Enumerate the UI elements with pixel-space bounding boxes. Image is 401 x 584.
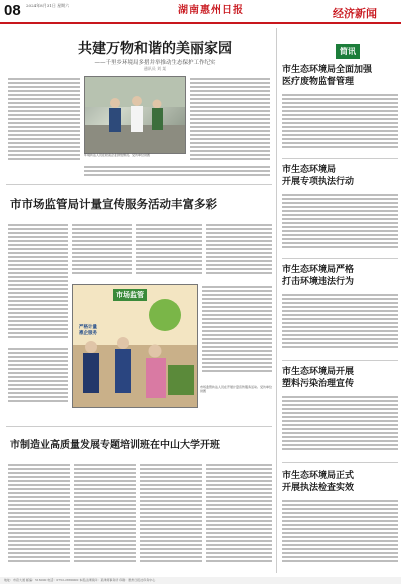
sidebar-divider	[276, 28, 277, 573]
market-text-col-4	[206, 222, 272, 278]
sidebar-item-3-title: 市生态环境局严格 打击环境违法行为	[282, 265, 355, 287]
page-footer: 地址：市府大道 邮编：516000 电话：0752-2880000 本报法律顾问：某律师事务所 印刷：惠州日报社印务中心	[0, 577, 401, 584]
market-text-col-1b	[8, 346, 68, 406]
sidebar-item-5-title: 市生态环境局正式 开展执法检查实效	[282, 471, 355, 493]
main-text-col-2	[190, 76, 270, 162]
sidebar-item-5-text	[282, 498, 398, 568]
market-photo	[72, 284, 198, 408]
masthead: 湖南惠州日报	[178, 5, 244, 16]
sidebar-item-4-text	[282, 394, 398, 454]
bottom-sep	[6, 426, 272, 427]
sidebar-item-2-title: 市生态环境局 开展专项执法行动	[282, 165, 355, 187]
bottom-headline: 市制造业高质量发展专题培训班在中山大学开班	[10, 440, 220, 451]
bottom-text-col-3	[140, 462, 202, 572]
main-photo-caption: 环境执法人员在检查企业排放情况。受访单位供图	[84, 153, 151, 157]
bottom-text-col-2	[74, 462, 136, 572]
sidebar-item-1-text	[282, 92, 398, 152]
sidebar-sep-3	[282, 360, 398, 361]
page-number: 08	[4, 2, 21, 19]
market-photo-stamp: 严格计量 惠企服务	[79, 325, 97, 336]
bottom-text-col-1	[8, 462, 70, 572]
bottom-text-col-4	[206, 462, 272, 572]
sidebar-item-2-text	[282, 192, 398, 252]
sidebar-item-1-title: 市生态环境局全面加强 医疗废物监督管理	[282, 65, 373, 87]
issue-date: 2024年8月31日 星期六	[26, 3, 70, 8]
main-headline: 共建万物和谐的美丽家园	[78, 41, 232, 57]
main-sep	[6, 184, 272, 185]
sidebar-item-4-title: 市生态环境局开展 塑料污染治理宣传	[282, 367, 355, 389]
sidebar-item-3-text	[282, 292, 398, 352]
market-text-col-2	[72, 222, 132, 278]
market-text-col-1	[8, 222, 68, 342]
market-headline: 市市场监管局计量宣传服务活动丰富多彩	[10, 197, 217, 211]
main-text-col-1	[8, 76, 80, 162]
main-text-bottom	[84, 164, 270, 180]
sidebar-sep-2	[282, 258, 398, 259]
market-photo-scene	[73, 285, 197, 407]
sidebar-sep-1	[282, 158, 398, 159]
main-byline: 通讯员 刘 某	[143, 66, 167, 71]
market-text-col-3	[136, 222, 202, 278]
main-photo	[84, 76, 186, 154]
sidebar-tag: 简讯	[336, 44, 360, 59]
section-title: 经济新闻	[333, 8, 377, 20]
market-text-col-4b	[202, 284, 272, 382]
market-sign: 市场监管	[113, 289, 147, 301]
photo-figures	[85, 77, 185, 153]
main-subtitle: ——千里乡环境局多措并举推动生态保护工作纪实	[94, 60, 216, 66]
header-rule	[0, 22, 401, 24]
market-photo-caption: 市场监管执法人员在开展计量宣传服务活动。受访单位供图	[200, 385, 273, 393]
sidebar-sep-4	[282, 462, 398, 463]
